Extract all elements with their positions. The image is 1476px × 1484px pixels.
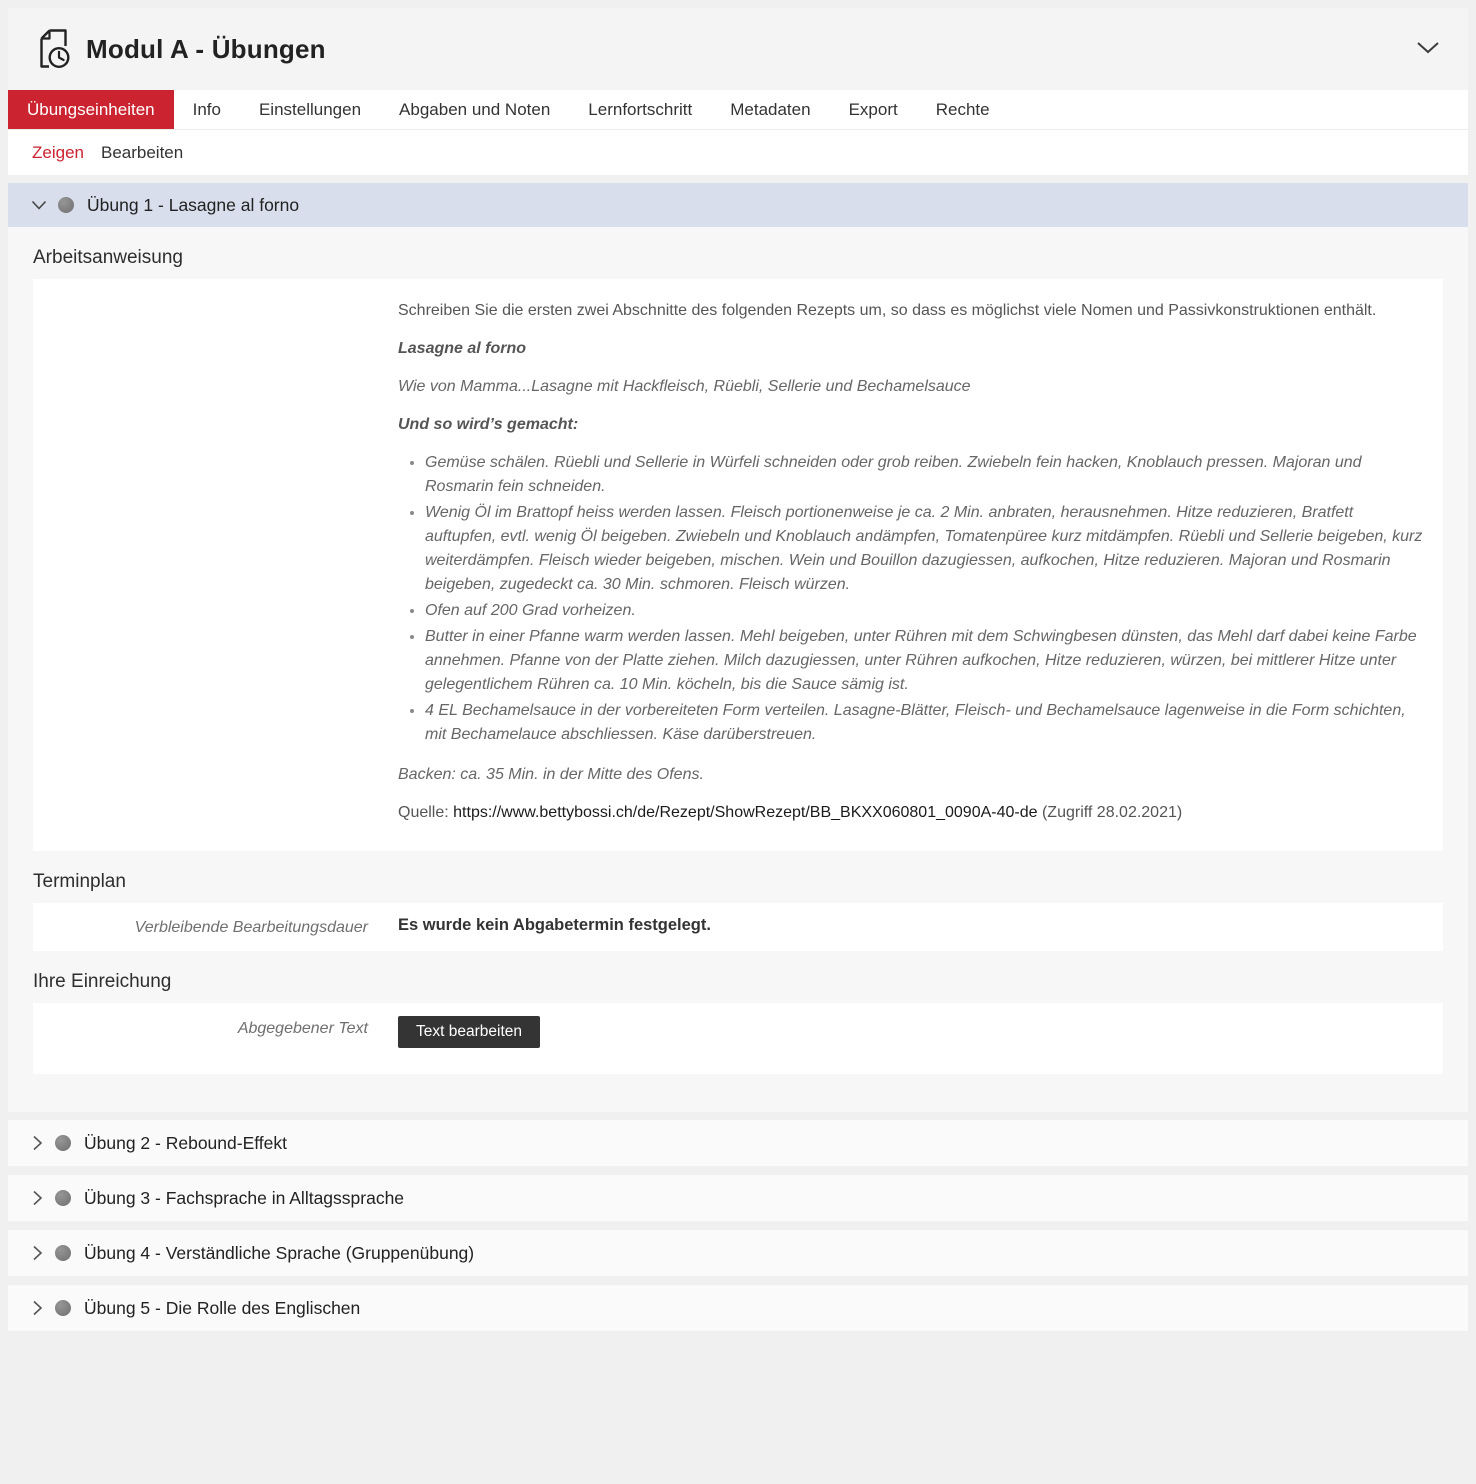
submitted-text-label: Abgegebener Text <box>237 1020 368 1037</box>
recipe-subtitle: Wie von Mamma...Lasagne mit Hackfleisch, Rüebli, Sellerie und Bechamelsauce <box>398 378 971 395</box>
status-dot-icon <box>55 1190 71 1206</box>
arbeitsanweisung-box <box>33 279 1443 851</box>
recipe-title: Lasagne al forno <box>398 340 527 357</box>
chevron-down-icon <box>31 200 47 211</box>
collapse-element-button[interactable] <box>1412 37 1444 62</box>
exercise-1-panel <box>8 183 1468 1112</box>
remaining-time-value: Es wurde kein Abgabetermin festgelegt. <box>398 916 711 934</box>
exercise-1-content <box>8 247 1468 1074</box>
section-heading-einreichung: Ihre Einreichung <box>33 971 172 992</box>
chevron-right-icon <box>32 1300 43 1316</box>
recipe-step: • Gemüse schälen. Rüebli und Sellerie in Würfeli schneiden oder grob reiben. Zwiebeln fein hacken, Knoblauch pressen. Majoran und Rosmarin fein schneiden. <box>425 451 1427 499</box>
recipe-step: • 4 EL Bechamelsauce in der vorbereiteten Form verteilen. Lasagne-Blätter, Fleisch- und Bechamelsauce lagenweise in die Form schichten, mit Bechamelauce abschliessen. Käse darüberstreuen. <box>425 699 1427 747</box>
exercise-4-header[interactable] <box>8 1230 1468 1276</box>
baking-note: Backen: ca. 35 Min. in der Mitte des Ofens. <box>398 766 704 783</box>
tab-metadaten[interactable]: Metadaten <box>730 100 811 119</box>
status-dot-icon <box>55 1135 71 1151</box>
chevron-right-icon <box>32 1245 43 1261</box>
task-instruction-richtext <box>398 299 1443 825</box>
tab-lernfortschritt[interactable]: Lernfortschritt <box>588 100 693 119</box>
exercise-title: Übung 3 - Fachsprache in Alltagssprache <box>84 1187 405 1208</box>
instruction-intro: Schreiben Sie die ersten zwei Abschnitte des folgenden Rezepts um, so dass es möglichst viele Nomen und Passivkonstruktionen enthält. <box>398 302 1377 319</box>
section-heading-arbeitsanweisung: Arbeitsanweisung <box>33 247 183 268</box>
page-title: Modul A - Übungen <box>86 33 326 64</box>
source-label: Quelle: <box>398 804 449 821</box>
recipe-step: • Butter in einer Pfanne warm werden lassen. Mehl beigeben, unter Rühren mit dem Schwingbesen dünsten, das Mehl darf dabei keine Farbe annehmen. Pfanne von der Platte ziehen. Milch dazugiessen, unter Rühren aufkochen, Hitze reduzieren, würzen, bei mittlerer Hitze unter gelegentlichem Rühren ca. 10 Min. köcheln, bis die Sauce sämig ist. <box>425 625 1427 697</box>
tab-uebungseinheiten[interactable]: Übungseinheiten <box>8 90 174 129</box>
chevron-right-icon <box>32 1135 43 1151</box>
source-line <box>398 801 1427 825</box>
title-bar <box>8 8 1468 90</box>
exercise-5-header[interactable] <box>8 1285 1468 1331</box>
remaining-time-label: Verbleibende Bearbeitungsdauer <box>134 919 368 936</box>
exercise-2-header[interactable] <box>8 1120 1468 1166</box>
status-dot-icon <box>55 1245 71 1261</box>
exercise-3-header[interactable] <box>8 1175 1468 1221</box>
task-with-deadline-icon <box>32 27 72 71</box>
exercise-1-header[interactable] <box>8 183 1468 227</box>
terminplan-box <box>33 903 1443 951</box>
exercise-title: Übung 4 - Verständliche Sprache (Gruppenübung) <box>84 1242 475 1263</box>
exercise-title: Übung 2 - Rebound-Effekt <box>84 1132 288 1153</box>
empty-label-column <box>33 299 398 825</box>
recipe-steps-heading: Und so wird’s gemacht: <box>398 416 579 433</box>
section-heading-terminplan: Terminplan <box>33 871 126 892</box>
recipe-step: • Wenig Öl im Brattopf heiss werden lassen. Fleisch portionenweise je ca. 2 Min. anbraten, herausnehmen. Hitze reduzieren, Bratfett auftupfen, evtl. wenig Öl beigeben. Zwiebeln und Knoblauch andämpfen, Tomatenpüree kurz mitdämpfen. Rüebli und Sellerie beigeben, kurz weiterdämpfen. Fleisch wieder beigeben, mischen. Wein und Bouillon dazugiessen, aufkochen, Hitze reduzieren. Majoran und Rosmarin beigeben, zugedeckt ca. 30 Min. schmoren. Fleisch würzen. <box>425 501 1427 597</box>
chevron-down-icon <box>1416 43 1440 58</box>
tab-info[interactable]: Info <box>192 100 221 119</box>
tab-rechte[interactable]: Rechte <box>935 100 990 119</box>
sub-tab-bar <box>8 130 1468 175</box>
main-tab-bar <box>8 90 1468 130</box>
subtab-zeigen[interactable]: Zeigen <box>32 142 84 162</box>
recipe-step: • Ofen auf 200 Grad vorheizen. <box>425 599 1427 623</box>
recipe-steps-list <box>398 451 1427 747</box>
exercise-title: Übung 5 - Die Rolle des Englischen <box>84 1297 361 1318</box>
chevron-right-icon <box>32 1190 43 1206</box>
tab-abgaben-und-noten[interactable]: Abgaben und Noten <box>399 100 551 119</box>
exercise-title: Übung 1 - Lasagne al forno <box>87 194 300 215</box>
course-element-view <box>8 8 1468 1331</box>
edit-text-button[interactable]: Text bearbeiten <box>398 1016 540 1048</box>
source-access-date: (Zugriff 28.02.2021) <box>1041 804 1183 821</box>
collapsed-exercise-list <box>8 1120 1468 1331</box>
status-dot-icon <box>58 197 74 213</box>
subtab-bearbeiten[interactable]: Bearbeiten <box>100 142 184 162</box>
tab-export[interactable]: Export <box>848 100 898 119</box>
status-dot-icon <box>55 1300 71 1316</box>
tab-einstellungen[interactable]: Einstellungen <box>258 100 362 119</box>
einreichung-box <box>33 1003 1443 1074</box>
source-url-link[interactable]: https://www.bettybossi.ch/de/Rezept/ShowRezept/BB_BKXX060801_0090A-40-de <box>453 804 1038 821</box>
